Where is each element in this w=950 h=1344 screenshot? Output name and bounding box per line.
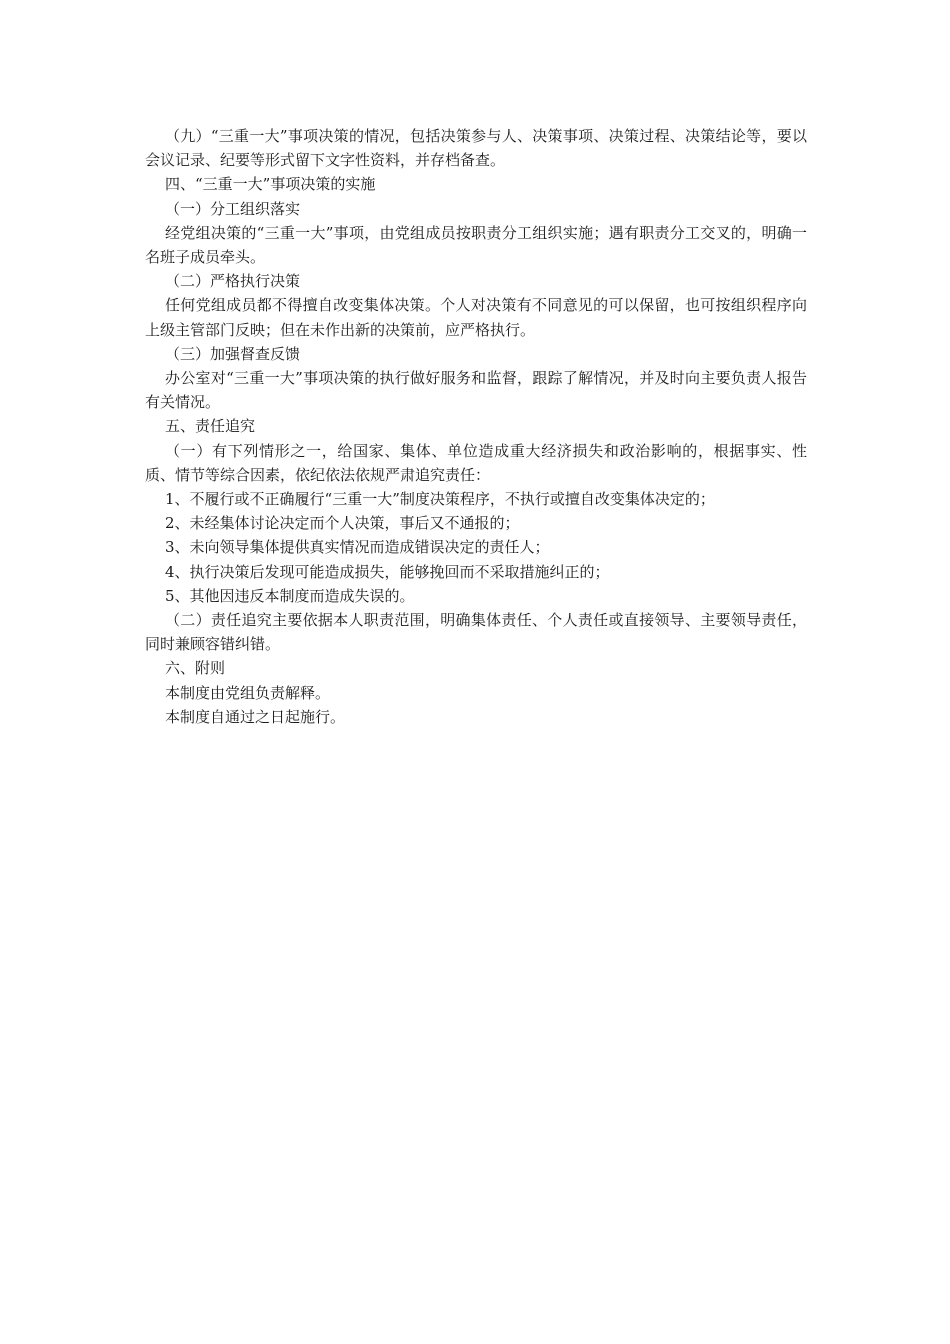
subsection-heading-2: （二）严格执行决策	[165, 272, 301, 291]
paragraph-body: 本制度由党组负责解释。	[165, 683, 331, 702]
paragraph-item-2: （二）责任追究主要依据本人职责范围，明确集体责任、个人责任或直接领导、主要领导责任，同时兼顾容错纠错。	[145, 611, 807, 654]
section-heading-5: 五、责任追究	[165, 417, 256, 436]
paragraph-body: 本制度自通过之日起施行。	[165, 707, 346, 726]
subsection-heading-1: （一）分工组织落实	[165, 199, 301, 218]
document-page	[145, 124, 807, 729]
paragraph-item-9: （九）“三重一大”事项决策的情况，包括决策参与人、决策事项、决策过程、决策结论等，要以会议记录、纪要等形式留下文字性资料，并存档备查。	[145, 127, 807, 170]
paragraph-body: 办公室对“三重一大”事项决策的执行做好服务和监督，跟踪了解情况，并及时向主要负责人报告有关情况。	[145, 369, 807, 412]
paragraph-body: 经党组决策的“三重一大”事项，由党组成员按职责分工组织实施；遇有职责分工交叉的，明确一名班子成员牵头。	[145, 223, 807, 267]
paragraph-body: 任何党组成员都不得擅自改变集体决策。个人对决策有不同意见的可以保留，也可按组织程序向上级主管部门反映；但在未作出新的决策前，应严格执行。	[145, 296, 807, 339]
list-item: 4、执行决策后发现可能造成损失，能够挽回而不采取措施纠正的；	[165, 562, 610, 581]
subsection-heading-3: （三）加强督查反馈	[165, 344, 301, 363]
list-item: 1、不履行或不正确履行“三重一大”制度决策程序，不执行或擅自改变集体决定的；	[165, 490, 715, 509]
list-item: 3、未向领导集体提供真实情况而造成错误决定的责任人；	[165, 538, 550, 557]
section-heading-6: 六、附则	[165, 659, 226, 678]
paragraph-item-1: （一）有下列情形之一，给国家、集体、单位造成重大经济损失和政治影响的，根据事实、性质、情节等综合因素，依纪依法依规严肃追究责任：	[145, 441, 807, 484]
list-item: 5、其他因违反本制度而造成失误的。	[165, 586, 415, 605]
list-item: 2、未经集体讨论决定而个人决策，事后又不通报的；	[165, 514, 520, 533]
section-heading-4: 四、“三重一大”事项决策的实施	[165, 175, 376, 194]
